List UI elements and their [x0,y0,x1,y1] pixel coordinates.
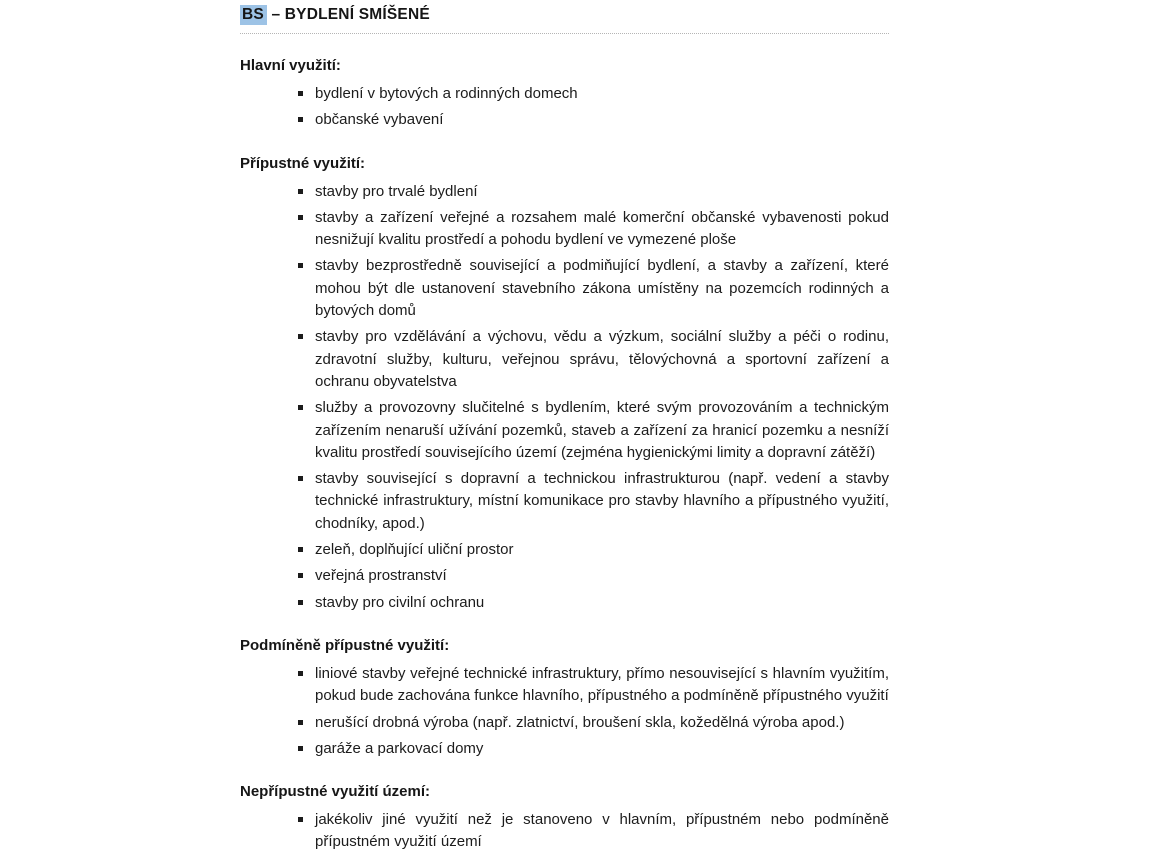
bullet-list [240,663,889,760]
list-item [240,565,889,587]
square-bullet-icon [298,189,303,194]
square-bullet-icon [298,334,303,339]
document-page [240,6,889,858]
list-item [240,255,889,322]
square-bullet-icon [298,573,303,578]
list-item [240,592,889,614]
list-item [240,468,889,535]
list-item-text: nerušící drobná výroba (např. zlatnictví, broušení skla, kožedělná výroba apod.) [315,713,845,731]
list-item-text: stavby související s dopravní a technickou infrastrukturou (např. vedení a stavby technické infrastruktury, místní komunikace pro stavby hlavního a přípustného využití, chodníky, apod.) [315,470,889,532]
section-heading: Nepřípustné využití území: [240,783,431,801]
square-bullet-icon [298,720,303,725]
square-bullet-icon [298,746,303,751]
list-item-text: stavby pro trvalé bydlení [315,182,478,200]
list-item-text: stavby pro vzdělávání a výchovu, vědu a výzkum, sociální služby a péči o rodinu, zdravotní služby, kulturu, veřejnou správu, tělovýchovná a sportovní zařízení a ochranu obyvatelstva [315,328,889,390]
list-item-text: stavby pro civilní ochranu [315,593,485,611]
list-item [240,397,889,464]
list-item [240,83,889,105]
section-3 [240,783,889,854]
page-title [240,6,889,34]
zone-code-highlight: BS [240,5,267,25]
section-heading: Přípustné využití: [240,154,366,172]
section-heading: Podmíněně přípustné využití: [240,636,450,654]
list-item [240,738,889,760]
square-bullet-icon [298,817,303,822]
list-item [240,712,889,734]
list-item [240,181,889,203]
list-item-text: veřejná prostranství [315,567,447,585]
list-item [240,539,889,561]
section-0 [240,57,889,132]
square-bullet-icon [298,476,303,481]
section-1 [240,155,889,614]
bullet-list [240,809,889,854]
square-bullet-icon [298,547,303,552]
bullet-list [240,83,889,132]
zone-title-text: – BYDLENÍ SMÍŠENÉ [266,6,430,23]
list-item-text: služby a provozovny slučitelné s bydlením, které svým provozováním a technickým zařízením nenaruší užívání pozemků, staveb a zařízení za hranicí pozemku a nesníží kvalitu prostředí souvisejícího území (zejména hygienickými limity a dopravní zátěží) [315,399,889,461]
list-item [240,207,889,252]
list-item [240,109,889,131]
list-item [240,663,889,708]
square-bullet-icon [298,405,303,410]
list-item-text: stavby bezprostředně související a podmiňující bydlení, a stavby a zařízení, které mohou být dle ustanovení stavebního zákona umístěny na pozemcích rodinných a bytových domů [315,257,889,320]
section-heading: Hlavní využití: [240,57,341,74]
list-item-text: liniové stavby veřejné technické infrastruktury, přímo nesouvisející s hlavním využitím, pokud bude zachována funkce hlavního, přípustného a podmíněně přípustného využití [315,664,889,705]
list-item-text: zeleň, doplňující uliční prostor [315,541,514,559]
list-item-text: stavby a zařízení veřejné a rozsahem malé komerční občanské vybavenosti pokud nesnižují kvalitu prostředí a pohodu bydlení ve vymezené ploše [315,208,889,249]
square-bullet-icon [298,215,303,220]
square-bullet-icon [298,263,303,268]
section-2 [240,637,889,760]
square-bullet-icon [298,91,303,96]
list-item-text: bydlení v bytových a rodinných domech [315,85,578,102]
list-item-text: jakékoliv jiné využití než je stanoveno v hlavním, přípustném nebo podmíněně přípustném využití území [315,811,889,851]
list-item [240,326,889,393]
square-bullet-icon [298,117,303,122]
bullet-list [240,181,889,614]
list-item-text: občanské vybavení [315,111,444,129]
list-item-text: garáže a parkovací domy [315,739,484,757]
list-item [240,809,889,854]
square-bullet-icon [298,600,303,605]
square-bullet-icon [298,671,303,676]
document-body [240,57,889,854]
